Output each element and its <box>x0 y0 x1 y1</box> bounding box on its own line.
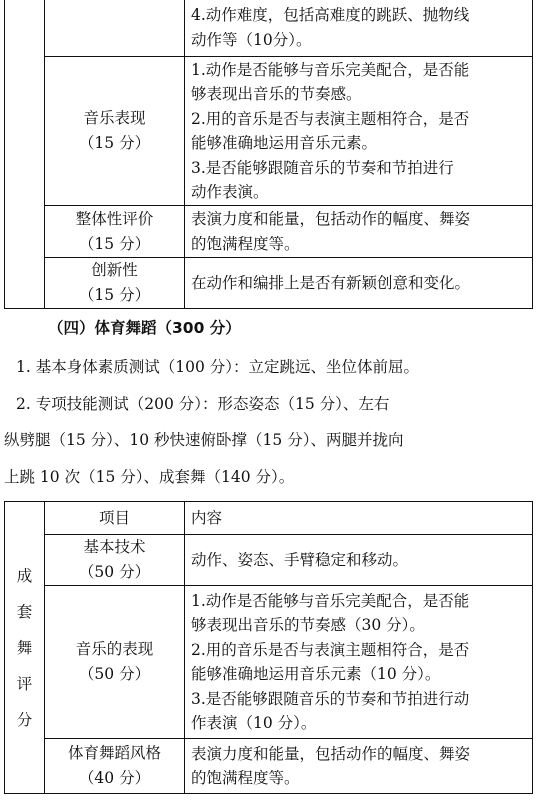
header-item-cell: 项目 <box>45 502 185 535</box>
table-row <box>5 258 533 309</box>
routine-scoring-table <box>4 501 533 794</box>
table-row <box>5 535 533 586</box>
content-cell: 表演力度和能量，包括动作的幅度、舞姿 的饱满程度等。 <box>185 739 533 794</box>
paragraph-skill-test-line-1: 2. 专项技能测试（200 分）：形态姿态（15 分）、左右 <box>16 395 390 413</box>
category-cell: 音乐表现 （15 分） <box>45 57 185 206</box>
content-cell: 在动作和编排上是否有新颖创意和变化。 <box>185 258 533 309</box>
table-row <box>5 57 533 206</box>
section-heading: （四）体育舞蹈（300 分） <box>48 319 241 337</box>
category-cell: 体育舞蹈风格 （40 分） <box>45 739 185 794</box>
content-cell: 1.动作是否能够与音乐完美配合，是否能 够表现出音乐的节奏感（30 分）。 2.用的音乐是否与表演主题相符合，是否 能够准确地运用音乐元素（10 分）。 3.是否能够跟随音乐的节奏和节拍进行动 作表演（10 分）。 <box>185 586 533 739</box>
category-cell: 音乐的表现 （50 分） <box>45 586 185 739</box>
content-cell: 表演力度和能量，包括动作的幅度、舞姿 的饱满程度等。 <box>185 206 533 258</box>
table-row <box>5 586 533 739</box>
paragraph-skill-test-line-3: 上跳 10 次（15 分）、成套舞（140 分）。 <box>4 468 295 486</box>
paragraph-basic-fitness: 1. 基本身体素质测试（100 分）：立定跳远、坐位体前屈。 <box>16 358 419 376</box>
content-cell: 4.动作难度，包括高难度的跳跃、抛物线 动作等（10分）。 <box>185 0 533 57</box>
category-cell <box>45 0 185 57</box>
side-label-cell <box>5 0 45 309</box>
category-cell: 创新性 （15 分） <box>45 258 185 309</box>
content-cell: 1.动作是否能够与音乐完美配合，是否能 够表现出音乐的节奏感。 2.用的音乐是否与表演主题相符合，是否 能够准确地运用音乐元素。 3.是否能够跟随音乐的节奏和节拍进行 动作表演。 <box>185 57 533 206</box>
table-row <box>5 0 533 57</box>
scoring-table-continued <box>4 0 533 309</box>
header-content-cell: 内容 <box>185 502 533 535</box>
table-row <box>5 739 533 794</box>
content-cell: 动作、姿态、手臂稳定和移动。 <box>185 535 533 586</box>
side-label-cell: 成 套 舞 评 分 <box>5 502 45 794</box>
paragraph-skill-test-line-2: 纵劈腿（15 分）、10 秒快速俯卧撑（15 分）、两腿并拢向 <box>4 431 404 449</box>
table-header-row <box>5 502 533 535</box>
category-cell: 整体性评价 （15 分） <box>45 206 185 258</box>
category-cell: 基本技术 （50 分） <box>45 535 185 586</box>
table-row <box>5 206 533 258</box>
